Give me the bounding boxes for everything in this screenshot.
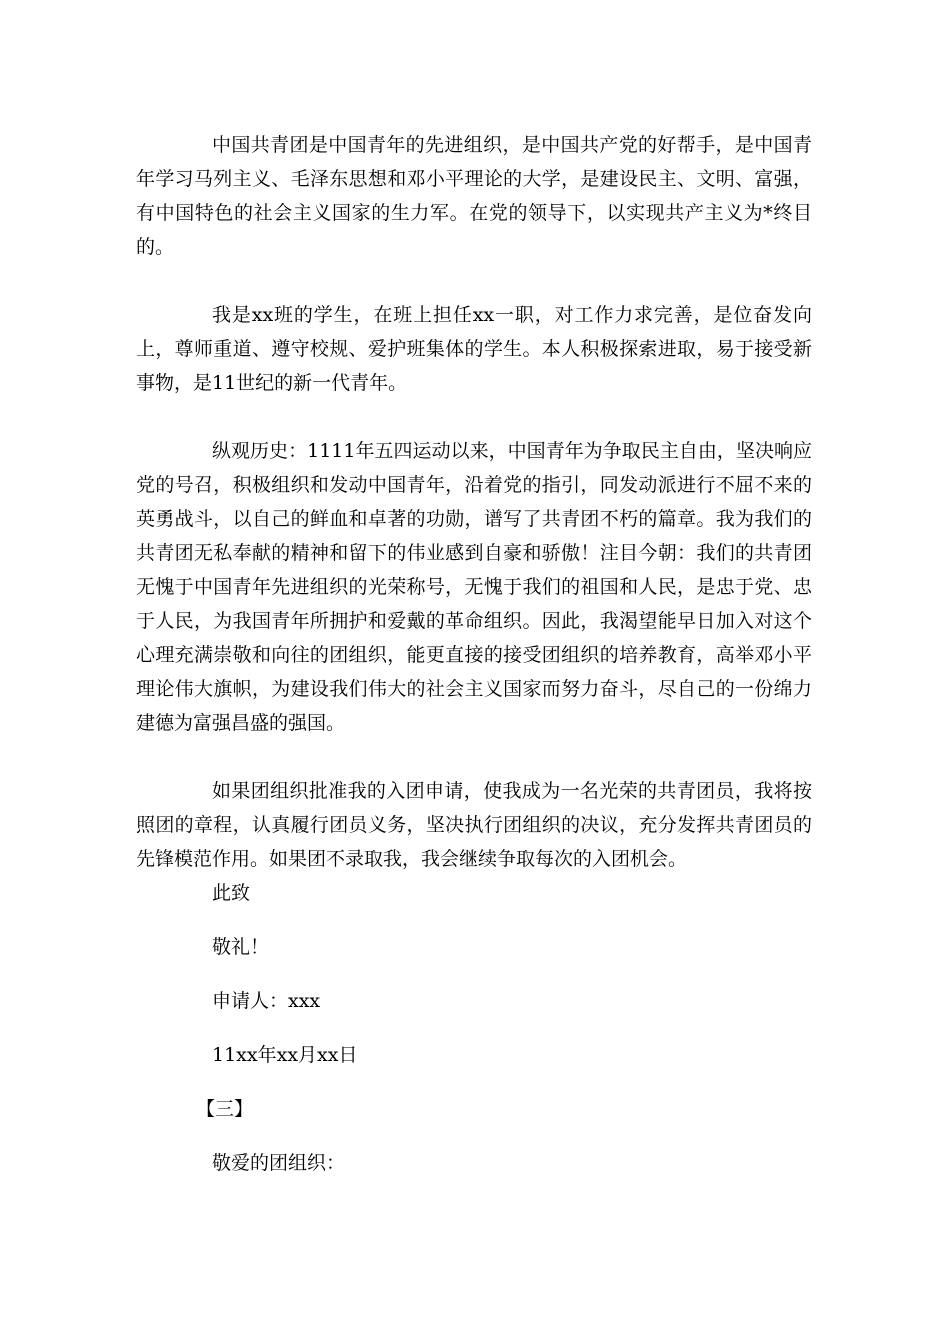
greeting-text: 敬爱的团组织： — [212, 1152, 346, 1174]
date-text: 11xx年xx月xx日 — [212, 1044, 358, 1066]
salute-text: 敬礼！ — [212, 936, 270, 958]
paragraph-commitment: 如果团组织批准我的入团申请，使我成为一名光荣的共青团员，我将按照团的章程，认真履行团员义务，坚决执行团组织的决议，充分发挥共青团员的先锋模范作用。如果团不录取我，我会继续争取每次的入团机会。 — [136, 780, 812, 870]
section-marker: 【三】 — [196, 1098, 254, 1120]
applicant-text: 申请人：xxx — [212, 990, 321, 1012]
paragraph-history: 纵观历史：1111年五四运动以来，中国青年为争取民主自由，坚决响应党的号召，积极组织和发动中国青年，沿着党的指引，同发动派进行不屈不来的英勇战斗，以自己的鲜血和卓著的功勋，谱写了共青团不朽的篇章。我为我们的共青团无私奉献的精神和留下的伟业感到自豪和骄傲！注目今朝：我们的共青团无愧于中国青年先进组织的光荣称号，无愧于我们的祖国和人民，是忠于党、忠于人民，为我国青年所拥护和爱戴的革命组织。因此，我渴望能早日加入对这个心理充满崇敬和向往的团组织，能更直接的接受团组织的培养教育，高举邓小平理论伟大旗帜，为建设我们伟大的社会主义国家而努力奋斗，尽自己的一份绵力建德为富强昌盛的强国。 — [136, 440, 812, 734]
document-page — [136, 128, 812, 1180]
paragraph-intro: 中国共青团是中国青年的先进组织，是中国共产党的好帮手，是中国青年学习马列主义、毛泽东思想和邓小平理论的大学，是建设民主、文明、富强，有中国特色的社会主义国家的生力军。在党的领导下，以实现共产主义为*终目的。 — [136, 134, 812, 258]
paragraph-self-intro: 我是xx班的学生，在班上担任xx一职，对工作力求完善，是位奋发向上，尊师重道、遵守校规、爱护班集体的学生。本人积极探索进取，易于接受新事物，是11世纪的新一代青年。 — [136, 304, 812, 394]
closing-text: 此致 — [212, 882, 251, 904]
